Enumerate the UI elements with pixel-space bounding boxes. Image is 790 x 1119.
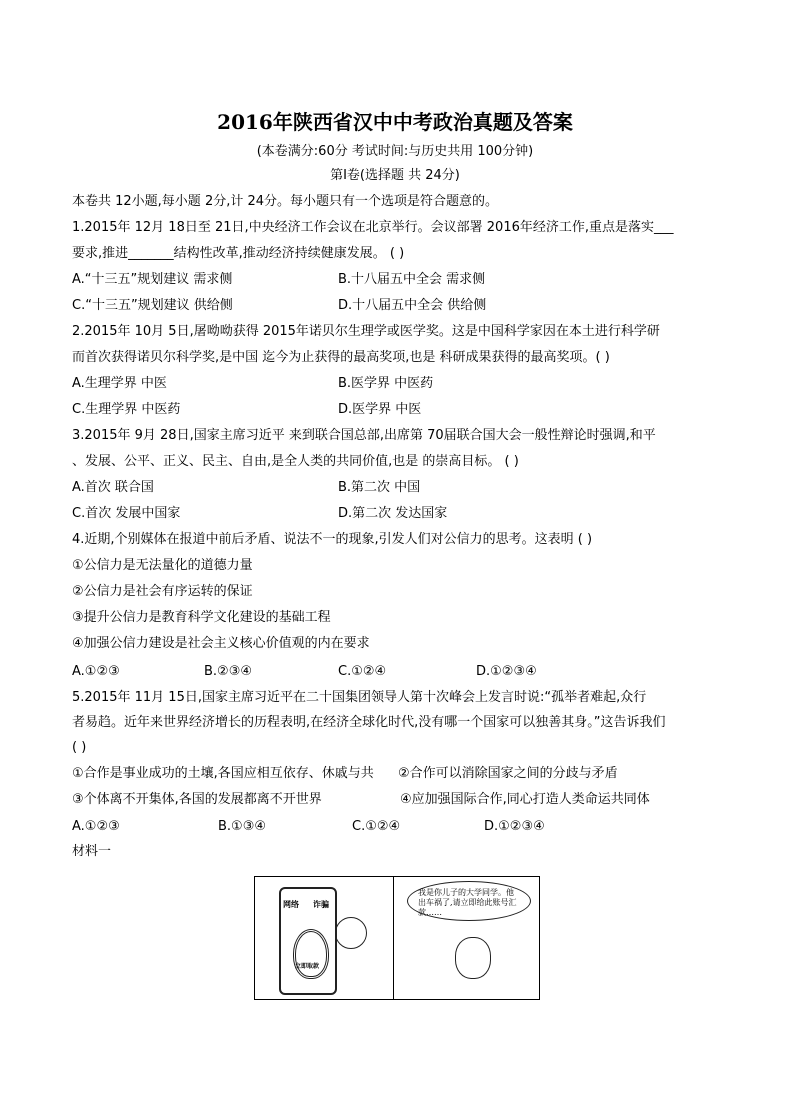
option-c: C.首次 发展中国家 <box>72 506 181 521</box>
question-5-text: 者易趋。近年来世界经济增长的历程表明,在经济全球化时代,没有哪一个国家可以独善其身。”这告诉我们 <box>72 715 666 730</box>
option-a: A.首次 联合国 <box>72 480 154 495</box>
withdraw-button-label: 立即取款 <box>295 963 320 970</box>
statement-4: ④应加强国际合作,同心打造人类命运共同体 <box>400 792 650 807</box>
question-2-text: 2.2015年 10月 5日,屠呦呦获得 2015年诺贝尔生理学或医学奖。这是中国科学家因在本土进行科学研 <box>72 324 660 339</box>
option-d: D.①②③④ <box>476 664 537 679</box>
option-b: B.②③④ <box>204 664 253 679</box>
statement-1: ①公信力是无法量化的道德力量 <box>72 558 253 573</box>
answer-bracket: ( ) <box>72 740 87 755</box>
question-5-text: 5.2015年 11月 15日,国家主席习近平在二十国集团领导人第十次峰会上发言时说:“孤举者难起,众行 <box>72 690 647 705</box>
option-d: D.①②③④ <box>484 819 545 834</box>
material-label: 材料一 <box>72 844 112 859</box>
question-4-text: 4.近期,个别媒体在报道中前后矛盾、说法不一的现象,引发人们对公信力的思考。这表明 ( ) <box>72 532 593 547</box>
statement-3: ③个体离不开集体,各国的发展都离不开世界 <box>72 792 322 807</box>
option-b: B.医学界 中医药 <box>338 376 434 391</box>
question-3-text: 、发展、公平、正义、民主、自由,是全人类的共同价值,也是 的崇高目标。 ( ) <box>72 454 519 469</box>
option-d: D.十八届五中全会 供给侧 <box>338 298 487 313</box>
question-3-text: 3.2015年 9月 28日,国家主席习近平 来到联合国总部,出席第 70届联合国大会一般性辩论时强调,和平 <box>72 428 656 443</box>
girl-illustration <box>335 917 367 949</box>
option-c: C.①②④ <box>338 664 387 679</box>
option-a: A.“十三五”规划建议 需求侧 <box>72 272 233 287</box>
phone-illustration <box>279 887 337 995</box>
question-1-text: 1.2015年 12月 18日至 21日,中央经济工作会议在北京举行。会议部署 2016年经济工作,重点是落实___ <box>72 220 674 235</box>
option-a: A.①②③ <box>72 819 120 834</box>
statement-2: ②公信力是社会有序运转的保证 <box>72 584 253 599</box>
instructions: 本卷共 12小题,每小题 2分,计 24分。每小题只有一个选项是符合题意的。 <box>72 194 499 209</box>
option-b: B.十八届五中全会 需求侧 <box>338 272 486 287</box>
option-c: C.生理学界 中医药 <box>72 402 181 417</box>
exam-info: (本卷满分:60分 考试时间:与历史共用 100分钟) <box>256 144 534 159</box>
statement-4: ④加强公信力建设是社会主义核心价值观的内在要求 <box>72 636 370 651</box>
statement-3: ③提升公信力是教育科学文化建设的基础工程 <box>72 610 331 625</box>
section-heading: 第Ⅰ卷(选择题 共 24分) <box>330 168 460 183</box>
cartoon-image <box>254 876 540 1000</box>
statement-2: ②合作可以消除国家之间的分歧与矛盾 <box>398 766 618 781</box>
option-a: A.①②③ <box>72 664 120 679</box>
option-d: D.第二次 发达国家 <box>338 506 448 521</box>
man-on-phone-illustration <box>455 937 491 979</box>
option-b: B.①③④ <box>218 819 267 834</box>
option-d: D.医学界 中医 <box>338 402 422 417</box>
question-1-text: 要求,推进_______结构性改革,推动经济持续健康发展。 ( ) <box>72 246 405 261</box>
phone-label-left: 网络 <box>283 900 299 909</box>
option-a: A.生理学界 中医 <box>72 376 167 391</box>
option-b: B.第二次 中国 <box>338 480 421 495</box>
document-title: 2016年陕西省汉中中考政治真题及答案 <box>217 110 573 134</box>
speech-bubble: 我是你儿子的大学同学。他出车祸了,请立即给此账号汇款…… <box>407 881 531 921</box>
option-c: C.“十三五”规划建议 供给侧 <box>72 298 233 313</box>
option-c: C.①②④ <box>352 819 401 834</box>
noose-illustration <box>293 929 329 979</box>
question-2-text: 而首次获得诺贝尔科学奖,是中国 迄今为止获得的最高奖项,也是 科研成果获得的最高奖项。( ) <box>72 350 610 365</box>
statement-1: ①合作是事业成功的土壤,各国应相互依存、休戚与共 <box>72 766 374 781</box>
panel-divider <box>393 877 394 999</box>
phone-label-right: 诈骗 <box>313 900 329 909</box>
